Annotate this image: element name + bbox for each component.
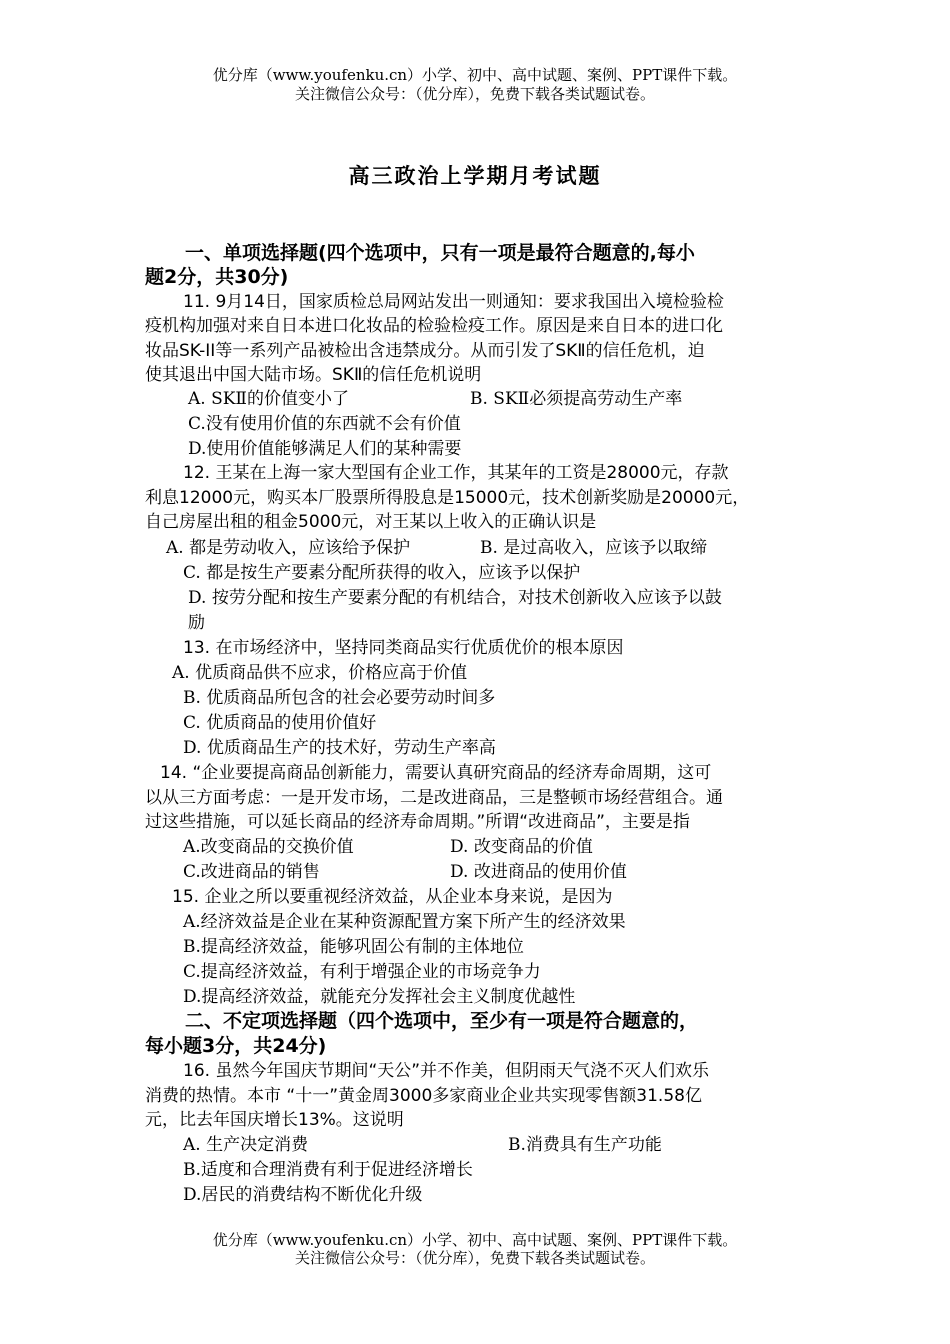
q16-option-c: B.适度和合理消费有利于促进经济增长 xyxy=(183,1160,473,1180)
q12-option-a: A. 都是劳动收入，应该给予保护 xyxy=(166,538,411,558)
q12-option-d-line1: D. 按劳分配和按生产要素分配的有机结合，对技术创新收入应该予以鼓 xyxy=(188,588,722,608)
q12-stem-line1: 12. 王某在上海一家大型国有企业工作，其某年的工资是28000元，存款 xyxy=(183,463,729,483)
q12-stem-line2: 利息12000元，购买本厂股票所得股息是15000元，技术创新奖励是20000元， xyxy=(145,488,750,508)
q11-stem-line4: 使其退出中国大陆市场。SKⅡ的信任危机说明 xyxy=(145,365,482,385)
q11-stem-line1: 11. 9月14日，国家质检总局网站发出一则通知：要求我国出入境检验检 xyxy=(183,292,724,312)
q13-option-c: C. 优质商品的使用价值好 xyxy=(183,713,377,733)
q12-option-c: C. 都是按生产要素分配所获得的收入，应该予以保护 xyxy=(183,563,581,583)
q12-option-b: B. 是过高收入，应该予以取缔 xyxy=(480,538,708,558)
q13-option-b: B. 优质商品所包含的社会必要劳动时间多 xyxy=(183,688,496,708)
q12-option-d-line2: 励 xyxy=(188,613,205,633)
q16-option-b: B.消费具有生产功能 xyxy=(508,1135,662,1155)
section1-heading-line1: 一、单项选择题(四个选项中，只有一项是最符合题意的,每小 xyxy=(185,242,695,264)
q14-stem-line2: 以从三方面考虑：一是开发市场，二是改进商品，三是整顿市场经营组合。通 xyxy=(145,788,723,808)
q11-option-d: D.使用价值能够满足人们的某种需要 xyxy=(188,439,462,459)
q14-option-a: A.改变商品的交换价值 xyxy=(183,837,354,857)
q15-stem: 15. 企业之所以要重视经济效益，从企业本身来说，是因为 xyxy=(172,887,613,907)
q11-option-b: B. SKⅡ必须提高劳动生产率 xyxy=(470,389,683,409)
q11-stem-line2: 疫机构加强对来自日本进口化妆品的检验检疫工作。原因是来自日本的进口化 xyxy=(145,316,723,336)
q15-option-c: C.提高经济效益，有利于增强企业的市场竞争力 xyxy=(183,962,541,982)
q14-option-d: D. 改进商品的使用价值 xyxy=(450,862,627,882)
q13-option-a: A. 优质商品供不应求，价格应高于价值 xyxy=(172,663,468,683)
q15-option-b: B.提高经济效益，能够巩固公有制的主体地位 xyxy=(183,937,524,957)
q16-stem-line1: 16. 虽然今年国庆节期间“天公”并不作美，但阴雨天气浇不灭人们欢乐 xyxy=(183,1061,710,1081)
footer-line-1: 优分库（www.youfenku.cn）小学、初中、高中试题、案例、PPT课件下载。 xyxy=(212,1231,738,1249)
section2-heading-line2: 每小题3分，共24分) xyxy=(145,1035,327,1057)
header-line-1: 优分库（www.youfenku.cn）小学、初中、高中试题、案例、PPT课件下载。 xyxy=(212,66,738,84)
q11-stem-line3: 妆品SK-II等一系列产品被检出含违禁成分。从而引发了SKⅡ的信任危机，迫 xyxy=(145,341,705,361)
header-line-2: 关注微信公众号：（优分库），免费下载各类试题试卷。 xyxy=(294,85,655,103)
q11-option-c: C.没有使用价值的东西就不会有价值 xyxy=(188,414,461,434)
q15-option-a: A.经济效益是企业在某种资源配置方案下所产生的经济效果 xyxy=(183,912,626,932)
q13-stem: 13. 在市场经济中，坚持同类商品实行优质优价的根本原因 xyxy=(183,638,624,658)
footer-line-2: 关注微信公众号：（优分库），免费下载各类试题试卷。 xyxy=(294,1249,655,1267)
page-title: 高三政治上学期月考试题 xyxy=(348,163,602,188)
q11-option-a: A. SKⅡ的价值变小了 xyxy=(188,389,349,409)
q16-option-d: D.居民的消费结构不断优化升级 xyxy=(183,1185,423,1205)
q16-stem-line3: 元，比去年国庆增长13%。这说明 xyxy=(145,1110,404,1130)
q13-option-d: D. 优质商品生产的技术好，劳动生产率高 xyxy=(183,738,496,758)
q14-option-b: D. 改变商品的价值 xyxy=(450,837,593,857)
section2-heading-line1: 二、不定项选择题（四个选项中，至少有一项是符合题意的， xyxy=(185,1010,699,1032)
q14-option-c: C.改进商品的销售 xyxy=(183,862,320,882)
q14-stem-line3: 过这些措施，可以延长商品的经济寿命周期。”所谓“改进商品”，主要是指 xyxy=(145,812,690,832)
q15-option-d: D.提高经济效益，就能充分发挥社会主义制度优越性 xyxy=(183,987,576,1007)
q16-option-a: A. 生产决定消费 xyxy=(183,1135,309,1155)
q14-stem-line1: 14. “企业要提高商品创新能力，需要认真研究商品的经济寿命周期，这可 xyxy=(160,763,712,783)
section1-heading-line2: 题2分，共30分) xyxy=(145,266,289,288)
q16-stem-line2: 消费的热情。本市 “十一”黄金周3000多家商业企业共实现零售额31.58亿 xyxy=(145,1086,702,1106)
q12-stem-line3: 自己房屋出租的租金5000元，对王某以上收入的正确认识是 xyxy=(145,512,597,532)
